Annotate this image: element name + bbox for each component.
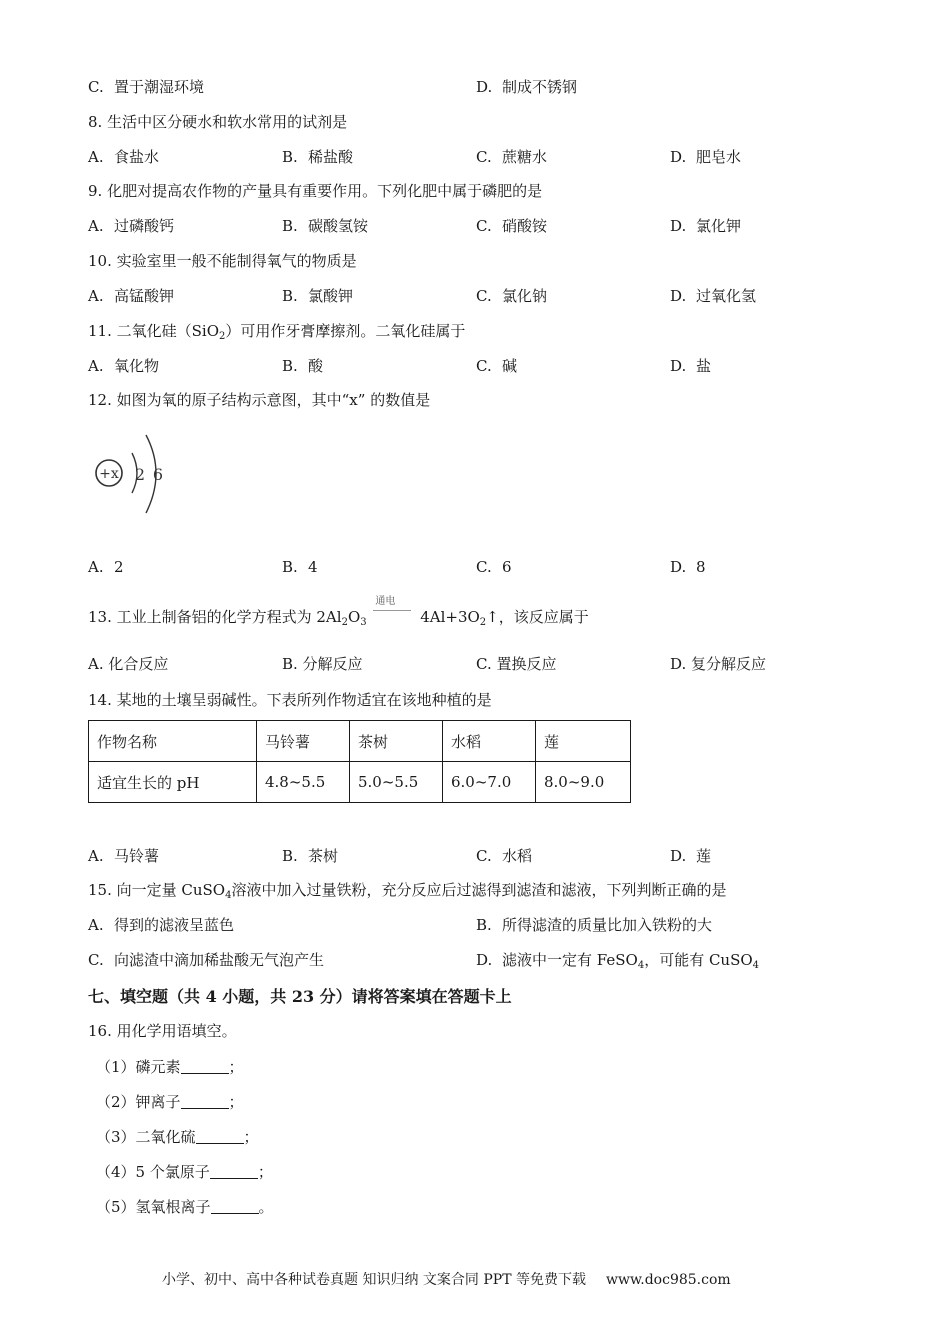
q12-option-c: C. 6: [476, 558, 512, 576]
q15-option-d: D. 滤液中一定有 FeSO$_4$，可能有 CuSO$_4$: [476, 951, 760, 971]
table-cell: 马铃薯: [257, 721, 350, 762]
q16-item-2: （2）钾离子 ；: [96, 1093, 244, 1111]
q12-option-b: B. 4: [282, 558, 318, 576]
q8-option-a: A. 食盐水: [88, 148, 160, 166]
q7-option-c: C. 置于潮湿环境: [88, 78, 205, 96]
q14-option-a: A. 马铃薯: [88, 847, 160, 865]
table-row: [89, 762, 631, 803]
q9-option-a: A. 过磷酸钙: [88, 217, 175, 235]
table-cell: 水稻: [443, 721, 536, 762]
q11-stem: 11. 二氧化硅（SiO$_2$）可用作牙膏摩擦剂。二氧化硅属于: [88, 322, 466, 342]
table-header-row: [89, 721, 631, 762]
shell-1-electron-count: 2: [134, 465, 146, 484]
table-cell: 8.0~9.0: [536, 762, 631, 803]
q7-option-d: D. 制成不锈钢: [476, 78, 578, 96]
q16-item-3: （3）二氧化硫 ；: [96, 1128, 259, 1146]
table-cell: 6.0~7.0: [443, 762, 536, 803]
q13-option-d: D. 复分解反应: [670, 655, 767, 673]
answer-blank: [211, 1199, 259, 1214]
oxygen-atom-structure-diagram: [88, 425, 178, 520]
q16-item-1: （1）磷元素 ；: [96, 1058, 244, 1076]
table-cell: 莲: [536, 721, 631, 762]
answer-blank: [210, 1164, 258, 1179]
answer-blank: [196, 1129, 244, 1144]
section-heading: 七、填空题（共 4 小题，共 23 分）请将答案填在答题卡上: [88, 987, 512, 1006]
q8-option-c: C. 蔗糖水: [476, 148, 548, 166]
q14-option-b: B. 茶树: [282, 847, 339, 865]
q10-option-c: C. 氯化钠: [476, 287, 548, 305]
q13-option-c: C. 置换反应: [476, 655, 557, 673]
q11-option-c: C. 碱: [476, 357, 518, 375]
q12-option-d: D. 8: [670, 558, 706, 576]
q10-option-a: A. 高锰酸钾: [88, 287, 175, 305]
footer-text: 小学、初中、高中各种试卷真题 知识归纳 文案合同 PPT 等免费下载: [162, 1272, 586, 1288]
q11-option-a: A. 氧化物: [88, 357, 160, 375]
q12-stem: 12. 如图为氧的原子结构示意图，其中“x” 的数值是: [88, 391, 431, 409]
q9-option-d: D. 氯化钾: [670, 217, 742, 235]
q8-option-d: D. 肥皂水: [670, 148, 742, 166]
q11-option-d: D. 盐: [670, 357, 712, 375]
q8-option-b: B. 稀盐酸: [282, 148, 354, 166]
q11-option-b: B. 酸: [282, 357, 324, 375]
q13-stem: 13. 工业上制备铝的化学方程式为 $2Al_2O_3$ 通电 $4Al+3O_2↑$，该反应属于: [88, 596, 589, 628]
page-footer: [162, 1269, 731, 1289]
q9-option-b: B. 碳酸氢铵: [282, 217, 369, 235]
q9-stem: 9. 化肥对提高农作物的产量具有重要作用。下列化肥中属于磷肥的是: [88, 182, 543, 200]
q14-option-c: C. 水稻: [476, 847, 533, 865]
q10-stem: 10. 实验室里一般不能制得氧气的物质是: [88, 252, 357, 270]
q10-option-d: D. 过氧化氢: [670, 287, 757, 305]
q8-stem: 8. 生活中区分硬水和软水常用的试剂是: [88, 113, 348, 131]
table-cell: 5.0~5.5: [350, 762, 443, 803]
q10-option-b: B. 氯酸钾: [282, 287, 354, 305]
q15-option-c: C. 向滤渣中滴加稀盐酸无气泡产生: [88, 951, 325, 969]
table-cell: 适宜生长的 pH: [89, 762, 257, 803]
table-cell: 茶树: [350, 721, 443, 762]
q14-option-d: D. 莲: [670, 847, 712, 865]
q13-option-b: B. 分解反应: [282, 655, 363, 673]
q16-stem: 16. 用化学用语填空。: [88, 1022, 237, 1040]
q16-item-5: （5）氢氧根离子 。: [96, 1198, 274, 1216]
table-cell: 4.8~5.5: [257, 762, 350, 803]
q9-option-c: C. 硝酸铵: [476, 217, 548, 235]
q15-option-b: B. 所得滤渣的质量比加入铁粉的大: [476, 916, 713, 934]
q16-item-4: （4）5 个氯原子 ；: [96, 1163, 273, 1181]
shell-2-electron-count: 6: [152, 465, 164, 484]
q14-stem: 14. 某地的土壤呈弱碱性。下表所列作物适宜在该地种植的是: [88, 691, 492, 709]
q15-stem: 15. 向一定量 CuSO$_4$溶液中加入过量铁粉，充分反应后过滤得到滤渣和滤液，下列判断正确的是: [88, 881, 727, 901]
q13-option-a: A. 化合反应: [88, 655, 169, 673]
answer-blank: [181, 1059, 229, 1074]
nucleus-charge-label: +x: [99, 466, 119, 482]
q15-option-a: A. 得到的滤液呈蓝色: [88, 916, 235, 934]
crop-ph-table: [88, 720, 631, 803]
table-cell: 作物名称: [89, 721, 257, 762]
q12-option-a: A. 2: [88, 558, 124, 576]
reaction-condition: 通电: [371, 610, 415, 624]
answer-blank: [181, 1094, 229, 1109]
footer-link[interactable]: www.doc985.com: [605, 1272, 731, 1288]
